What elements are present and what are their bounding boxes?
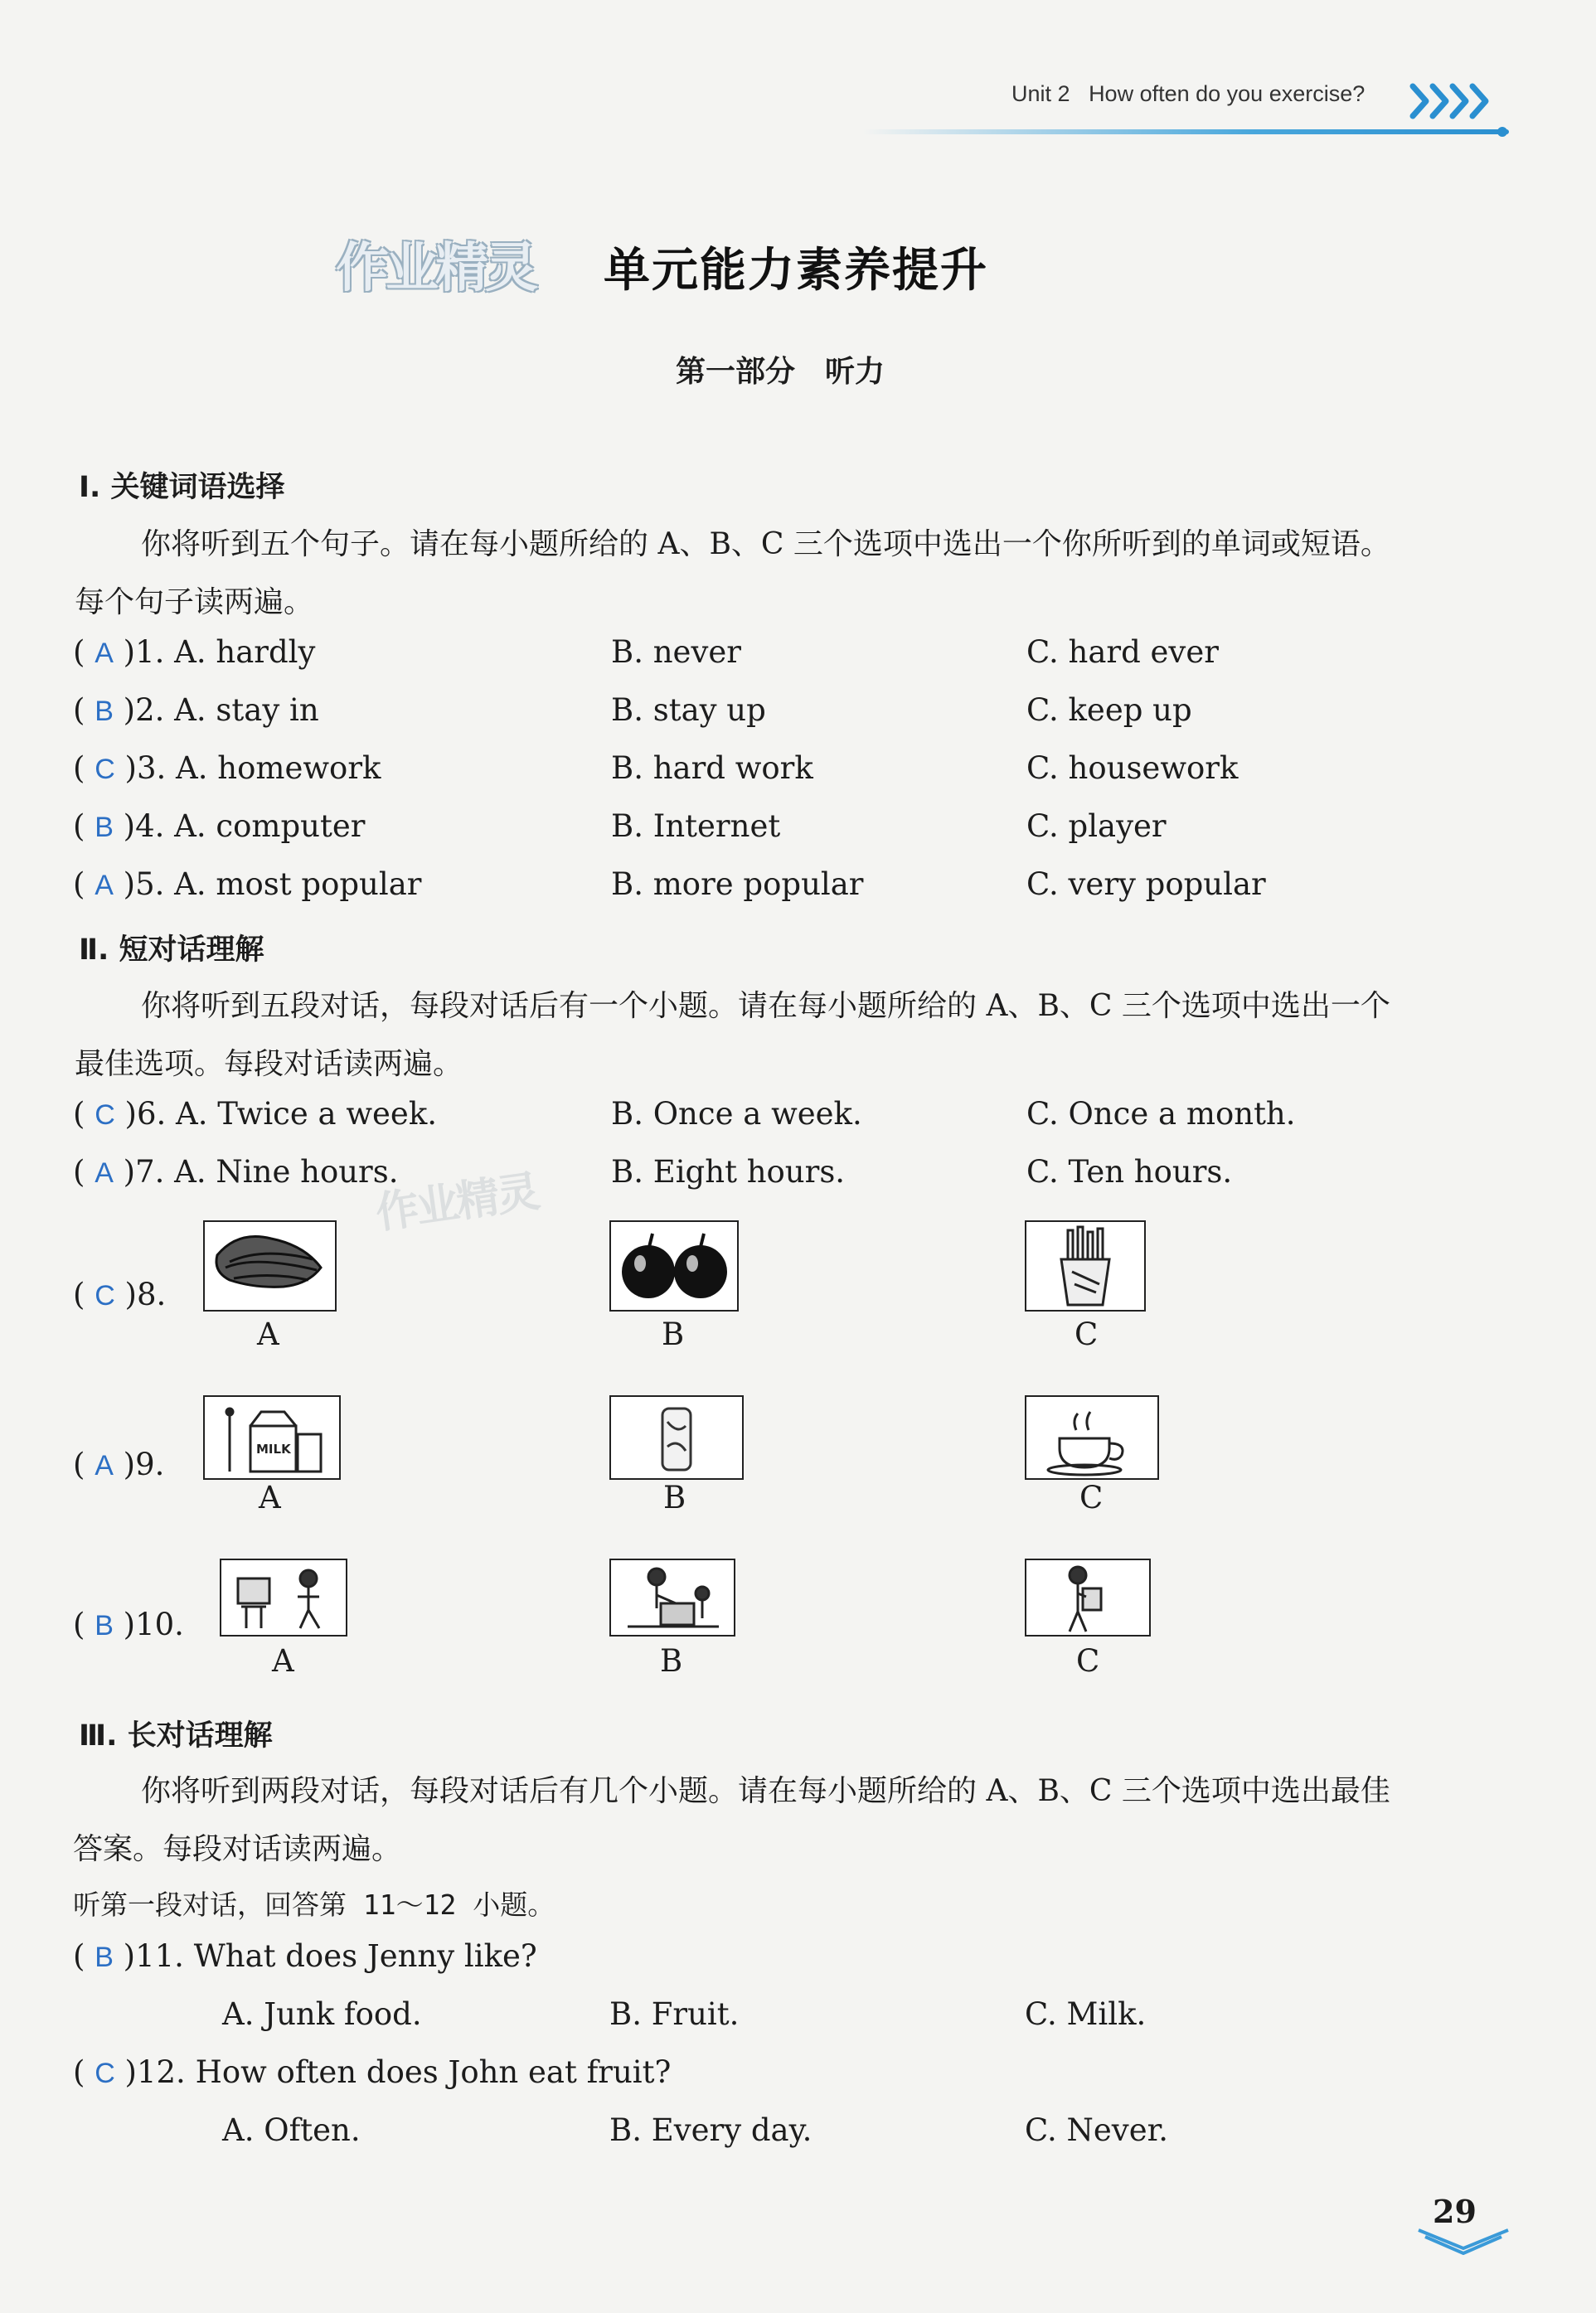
answer-mark: A	[95, 1450, 114, 1481]
section3-heading: Ⅲ. 长对话理解	[79, 1719, 273, 1753]
option-b: B. Fruit.	[609, 1996, 740, 2032]
question-number: )7.	[123, 1154, 165, 1190]
option-b: B. Every day.	[609, 2112, 813, 2148]
question-number: )3.	[124, 750, 167, 786]
option-b: B. more popular	[611, 866, 864, 902]
question-row: ( C )3. A. homework	[73, 750, 381, 786]
option-a: A. homework	[176, 750, 381, 786]
question-row: ( A )7. A. Nine hours.	[73, 1154, 399, 1190]
picture-label: B	[663, 1480, 686, 1515]
question-stem: How often does John eat fruit?	[195, 2054, 672, 2090]
answer-mark: A	[95, 638, 114, 669]
answer-mark: C	[95, 1280, 115, 1312]
section3-sub-instruction: 听第一段对话，回答第 11～12 小题。	[73, 1889, 555, 1921]
picture-label: C	[1075, 1317, 1099, 1352]
answer-mark: B	[95, 812, 114, 843]
option-c: C. housework	[1026, 750, 1239, 786]
bananas-picture	[203, 1220, 337, 1312]
question-row: ( A )9.	[73, 1447, 165, 1482]
section2-instruction-2: 最佳选项。每段对话读两遍。	[75, 1047, 463, 1081]
option-c: C. Ten hours.	[1026, 1154, 1233, 1190]
brand-logo: 作业精灵	[336, 238, 535, 299]
question-number: )6.	[124, 1096, 167, 1132]
part-title: 第一部分 听力	[676, 355, 885, 389]
section1-instruction-2: 每个句子读两遍。	[75, 585, 314, 619]
section1-heading: Ⅰ. 关键词语选择	[79, 471, 285, 504]
option-b: B. Once a week.	[611, 1096, 862, 1132]
question-row: ( C )6. A. Twice a week.	[73, 1096, 437, 1132]
tea-picture	[1025, 1395, 1159, 1480]
option-a: A. most popular	[174, 866, 422, 902]
question-row: ( A )1. A. hardly	[73, 634, 316, 670]
option-c: C. Once a month.	[1026, 1096, 1296, 1132]
answer-mark: A	[95, 870, 114, 901]
option-a: A. stay in	[174, 692, 319, 728]
question-number: )12.	[124, 2054, 186, 2090]
option-b: B. stay up	[611, 692, 766, 728]
reading-book-picture	[1025, 1559, 1151, 1637]
question-row: ( C )8.	[73, 1277, 167, 1312]
answer-mark: B	[95, 1942, 114, 1973]
question-row: ( B )4. A. computer	[73, 808, 366, 844]
question-number: )9.	[123, 1447, 165, 1482]
question-number: )4.	[123, 808, 165, 844]
using-computer-picture	[609, 1559, 735, 1637]
question-row: ( B )2. A. stay in	[73, 692, 319, 728]
answer-mark: C	[95, 1099, 115, 1131]
svg-text:MILK: MILK	[256, 1442, 291, 1457]
picture-label: B	[662, 1317, 685, 1352]
option-a: A. hardly	[174, 634, 316, 670]
apples-picture	[609, 1220, 739, 1312]
option-b: B. hard work	[611, 750, 813, 786]
answer-mark: C	[95, 754, 115, 785]
section3-instruction-1: 你将听到两段对话，每段对话后有几个小题。请在每小题所给的 A、B、C 三个选项中选出最佳	[141, 1774, 1390, 1808]
option-c: C. Milk.	[1025, 1996, 1147, 2032]
watching-tv-picture	[220, 1559, 347, 1637]
option-c: C. hard ever	[1026, 634, 1219, 670]
picture-label: C	[1079, 1480, 1104, 1515]
option-a: A. Often.	[222, 2112, 361, 2148]
question-number: )2.	[123, 692, 165, 728]
question-number: )5.	[123, 866, 165, 902]
option-c: C. Never.	[1025, 2112, 1168, 2148]
answer-mark: C	[95, 2058, 115, 2089]
chevrons-icon	[1409, 76, 1509, 126]
book-icon	[1414, 2205, 1513, 2255]
picture-label: B	[660, 1643, 683, 1679]
question-number: )8.	[124, 1277, 167, 1312]
option-a: A. Twice a week.	[176, 1096, 437, 1132]
section3-instruction-2: 答案。每段对话读两遍。	[73, 1832, 402, 1866]
option-c: C. keep up	[1026, 692, 1192, 728]
milk-picture	[203, 1395, 341, 1480]
picture-label: A	[272, 1643, 294, 1679]
running-header	[1011, 81, 1365, 107]
picture-label: A	[259, 1480, 281, 1515]
french-fries-picture	[1025, 1220, 1146, 1312]
header-rule-dot	[1497, 127, 1507, 137]
option-c: C. player	[1026, 808, 1167, 844]
option-b: B. Internet	[611, 808, 781, 844]
question-row: ( A )5. A. most popular	[73, 866, 422, 902]
option-c: C. very popular	[1026, 866, 1266, 902]
answer-mark: A	[95, 1157, 114, 1189]
section1-instruction-1: 你将听到五个句子。请在每小题所给的 A、B、C 三个选项中选出一个你所听到的单词或短语。	[141, 527, 1390, 561]
question-row: ( C )12. How often does John eat fruit?	[73, 2054, 672, 2090]
picture-label: A	[257, 1317, 279, 1352]
question-stem: What does Jenny like?	[193, 1938, 537, 1974]
section2-instruction-1: 你将听到五段对话，每段对话后有一个小题。请在每小题所给的 A、B、C 三个选项中选出一个	[141, 989, 1390, 1023]
picture-label: C	[1076, 1643, 1100, 1679]
option-b: B. Eight hours.	[611, 1154, 846, 1190]
question-number: )10.	[123, 1607, 184, 1642]
header-rule	[862, 129, 1509, 134]
header-unit: Unit 2	[1011, 81, 1070, 106]
page-number: 29	[1433, 2193, 1477, 2230]
option-b: B. never	[611, 634, 741, 670]
option-a: A. Nine hours.	[174, 1154, 399, 1190]
option-a: A. computer	[174, 808, 366, 844]
watermark: 作业精灵	[372, 1166, 541, 1239]
cola-picture	[609, 1395, 744, 1480]
answer-mark: B	[95, 1610, 114, 1641]
question-number: )11.	[123, 1938, 184, 1974]
section2-heading: Ⅱ. 短对话理解	[79, 933, 264, 967]
option-a: A. Junk food.	[222, 1996, 422, 2032]
answer-mark: B	[95, 696, 114, 727]
question-number: )1.	[123, 634, 165, 670]
page-title: 单元能力素养提升	[604, 244, 988, 298]
header-topic: How often do you exercise?	[1089, 81, 1366, 106]
question-row: ( B )10.	[73, 1607, 184, 1642]
question-row: ( B )11. What does Jenny like?	[73, 1938, 537, 1974]
